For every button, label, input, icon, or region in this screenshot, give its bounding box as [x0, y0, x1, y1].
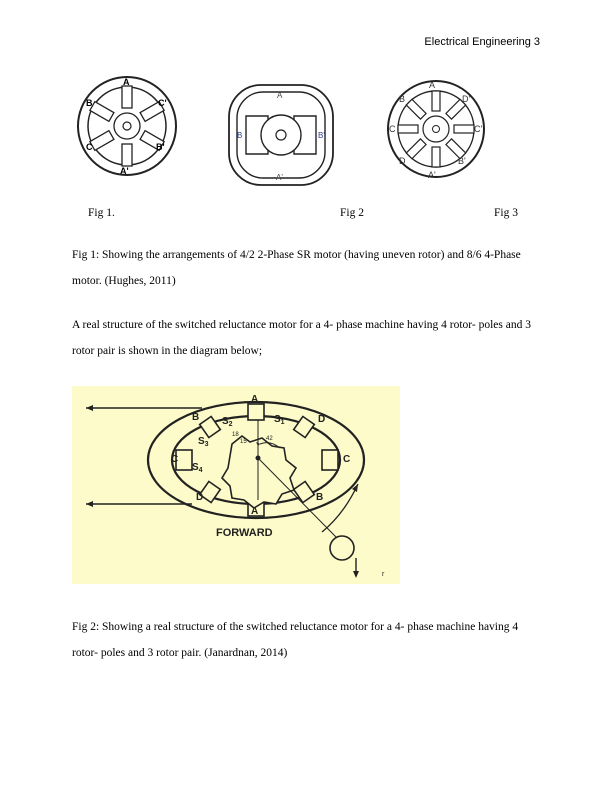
fig1-label-a-prime: A': [120, 166, 129, 176]
fig1-label: Fig 1.: [88, 207, 115, 219]
diagram-label-s3: $S_3$: [198, 436, 209, 448]
fig1-label-a: A: [123, 77, 130, 87]
diagram-label-c-right: C: [343, 454, 351, 465]
fig3-label: Fig 3: [494, 207, 518, 219]
diagram-label-s2: $S_2$: [222, 416, 233, 428]
diagram-label-c-left: C: [171, 454, 179, 465]
real-structure-diagram: [72, 386, 400, 584]
diagram-label-a-bottom: A: [251, 506, 259, 517]
fig2-label-a: A: [277, 91, 283, 100]
diagram-label-b-right: B: [316, 492, 324, 503]
diagram-label-angle-15: 15: [240, 439, 247, 445]
diagram-label-s1: $S_1$: [274, 414, 285, 426]
figure-caption-2: Fig 2: Showing a real structure of the switched reluctance motor for a 4- phase machine having 4 rotor- poles and 3 rotor pair. (Janardnan, 2014): [72, 621, 519, 659]
diagram-label-angle-18: 18: [232, 432, 239, 438]
fig1-label-b: B: [86, 98, 93, 108]
fig1-label-b-prime: B': [156, 142, 165, 152]
fig1-label-c: C: [86, 142, 93, 152]
fig2-label-b: B: [237, 131, 243, 140]
fig3-label-d-prime: D': [462, 94, 471, 104]
fig2-label-a-prime: A': [276, 173, 283, 182]
figure-caption-1: Fig 1: Showing the arrangements of 4/2 2-Phase SR motor (having uneven rotor) and 8/6 4-Phase motor. (Hughes, 2011): [72, 249, 521, 287]
diagram-label-r: r: [382, 571, 385, 578]
fig3-label-d: D: [399, 156, 406, 166]
fig3-motor-diagram: [383, 78, 489, 180]
diagram-label-forward: FORWARD: [216, 527, 273, 539]
fig3-label-b: B: [399, 94, 406, 104]
diagram-label-d-left: D: [196, 492, 204, 503]
diagram-label-a-top: A: [251, 394, 259, 405]
fig2-label-b-prime: B': [318, 131, 325, 140]
diagram-label-s4: $S_4$: [192, 462, 203, 474]
fig3-label-c-prime: C': [474, 124, 483, 134]
fig1-motor-diagram: [72, 76, 182, 176]
fig1-label-c-prime: C': [158, 98, 167, 108]
page-header: Electrical Engineering 3: [424, 36, 540, 48]
diagram-label-d-right: D: [318, 414, 326, 425]
fig3-label-c: C: [389, 124, 396, 134]
fig3-label-a-prime: A': [428, 170, 436, 180]
body-paragraph: A real structure of the switched reluctance motor for a 4- phase machine having 4 rotor- poles and 3 rotor pair is shown in the diagram below;: [72, 319, 531, 357]
fig2-motor-diagram: [226, 82, 336, 188]
fig3-label-a: A: [429, 80, 436, 90]
fig2-label: Fig 2: [340, 207, 364, 219]
fig3-label-b-prime: B': [458, 156, 466, 166]
diagram-label-b-left: B: [192, 412, 200, 423]
diagram-label-angle-42: 42: [266, 436, 273, 442]
